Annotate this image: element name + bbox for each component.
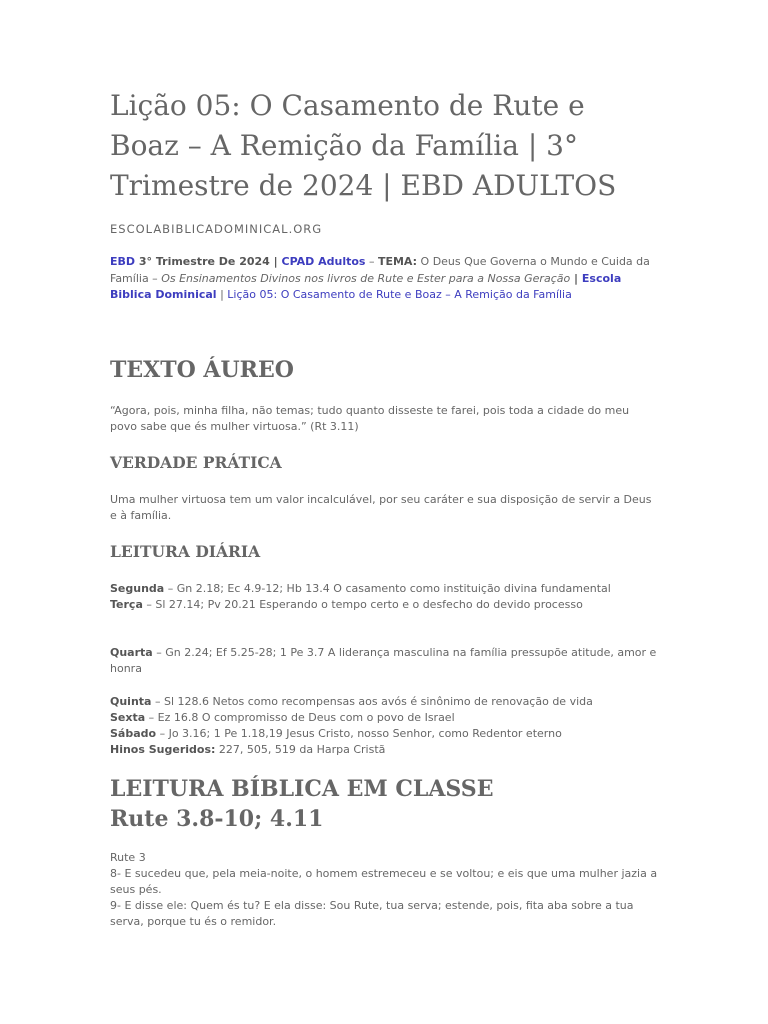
verse-9: 9- E disse ele: Quem és tu? E ela disse: Sou Rute, tua serva; estende, pois, fita aba sobre a tua serva, porque tu és o remidor. bbox=[110, 899, 634, 928]
pipe-separator-2: | bbox=[216, 288, 228, 301]
leitura-day-sabado bbox=[110, 726, 658, 742]
leitura-day-segunda bbox=[110, 581, 658, 597]
day-text: – Gn 2.18; Ec 4.9-12; Hb 13.4 O casamento como instituição divina fundamental bbox=[164, 582, 611, 595]
leitura-day-quarta bbox=[110, 645, 658, 677]
day-label: Sábado bbox=[110, 727, 157, 740]
tema-label: TEMA: bbox=[377, 255, 418, 268]
day-label: Sexta bbox=[110, 711, 146, 724]
day-label: Quinta bbox=[110, 695, 152, 708]
day-label: Quarta bbox=[110, 646, 153, 659]
ebd-link[interactable]: EBD bbox=[110, 255, 136, 268]
leitura-diaria-heading: LEITURA DIÁRIA bbox=[110, 542, 261, 561]
hinos-label: Hinos Sugeridos: bbox=[110, 743, 216, 756]
verdade-pratica-text: Uma mulher virtuosa tem um valor incalculável, por seu caráter e sua disposição de servir a Deus e à família. bbox=[110, 493, 652, 522]
leitura-biblica-heading: LEITURA BÍBLICA EM CLASSE bbox=[110, 776, 494, 802]
pipe-separator: | bbox=[570, 271, 582, 285]
verdade-pratica-heading: VERDADE PRÁTICA bbox=[110, 453, 282, 472]
hinos-text: 227, 505, 519 da Harpa Cristã bbox=[215, 743, 386, 756]
day-text: – Sl 27.14; Pv 20.21 Esperando o tempo certo e o desfecho do devido processo bbox=[142, 598, 583, 611]
escola-link[interactable]: Escola Biblica Dominical bbox=[110, 271, 622, 301]
hinos-sugeridos bbox=[110, 742, 658, 758]
day-label: Segunda bbox=[110, 582, 165, 595]
day-text: – Sl 128.6 Netos como recompensas aos avós é sinônimo de renovação de vida bbox=[151, 695, 593, 708]
day-label: Terça bbox=[110, 598, 143, 611]
article-title: Lição 05: O Casamento de Rute e Boaz – A Remição da Família | 3° Trimestre de 2024 | EBD ADULTOS bbox=[110, 89, 617, 202]
tema-separator: – bbox=[365, 255, 378, 268]
day-text: – Ez 16.8 O compromisso de Deus com o povo de Israel bbox=[145, 711, 455, 724]
tema-italic: Os Ensinamentos Divinos nos livros de Rute e Ester para a Nossa Geração bbox=[161, 271, 571, 285]
day-text: – Jo 3.16; 1 Pe 1.18,19 Jesus Cristo, nosso Senhor, como Redentor eterno bbox=[156, 727, 562, 740]
verse-8: 8- E sucedeu que, pela meia-noite, o homem estremeceu e se voltou; e eis que uma mulher jazia a seus pés. bbox=[110, 867, 658, 896]
day-text: – Gn 2.24; Ef 5.25-28; 1 Pe 3.7 A liderança masculina na família pressupõe atitude, amor e honra bbox=[110, 646, 657, 675]
trimestre-text: 3° Trimestre De 2024 | bbox=[135, 255, 282, 268]
texto-aureo-text: “Agora, pois, minha filha, não temas; tudo quanto disseste te farei, pois toda a cidade do meu povo sabe que és mulher virtuosa.” (Rt 3.11) bbox=[110, 404, 630, 433]
licao-link[interactable]: Lição 05: O Casamento de Rute e Boaz – A Remição da Família bbox=[227, 288, 572, 301]
tema-text: O Deus Que Governa o Mundo e Cuida da Família – bbox=[110, 255, 650, 285]
leitura-biblica-reference: Rute 3.8-10; 4.11 bbox=[110, 806, 324, 832]
article-meta bbox=[110, 254, 658, 304]
leitura-day-terca bbox=[110, 597, 658, 613]
article-content bbox=[110, 86, 658, 304]
cpad-link[interactable]: CPAD Adultos bbox=[281, 255, 366, 268]
chapter-label: Rute 3 bbox=[110, 851, 146, 864]
leitura-day-quinta bbox=[110, 694, 658, 710]
site-name: ESCOLABIBLICADOMINICAL.ORG bbox=[110, 222, 323, 236]
leitura-day-sexta bbox=[110, 710, 658, 726]
texto-aureo-heading: TEXTO ÁUREO bbox=[110, 357, 294, 383]
